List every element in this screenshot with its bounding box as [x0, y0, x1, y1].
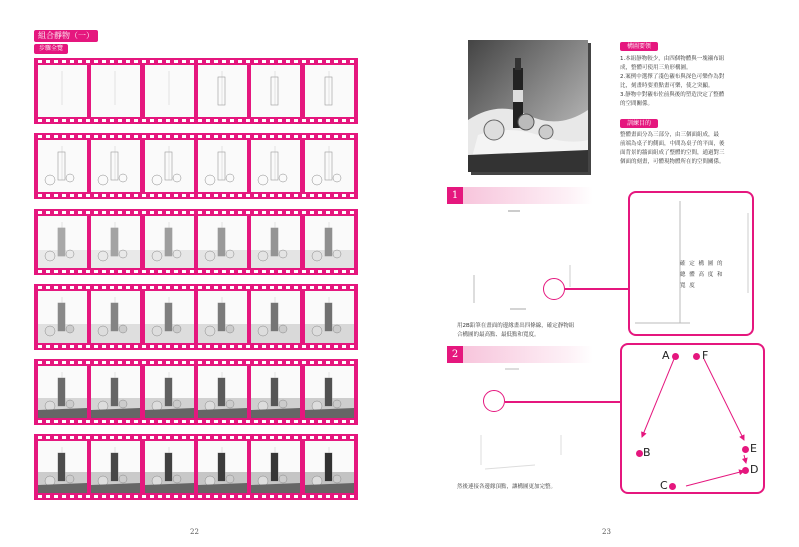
point-c-label: C — [660, 479, 668, 492]
strip-holes — [38, 495, 354, 498]
point-b-label: B — [643, 446, 651, 459]
sketch-frame — [38, 291, 87, 343]
sketch-frame — [38, 366, 87, 418]
sketch-frame — [91, 140, 140, 192]
step-2-connector — [505, 401, 621, 403]
text-line: 面背景的牆面組成了整體的空間，通過對三 — [620, 150, 725, 156]
sketch-frame — [251, 441, 300, 493]
text-line: 2.案例中選擇了淺色襯布與深色可樂作為對 — [620, 74, 725, 80]
sketch-frame — [145, 140, 194, 192]
strip-holes — [38, 194, 354, 197]
strip-holes — [38, 286, 354, 289]
point-a-label: A — [662, 349, 670, 362]
page-number-left: 22 — [190, 528, 199, 536]
point-e-dot — [742, 446, 749, 453]
step-1-connector — [565, 288, 629, 290]
sketch-frame — [305, 441, 354, 493]
sketch-frame — [145, 366, 194, 418]
sketch-frame — [251, 140, 300, 192]
sketch-frame — [145, 65, 194, 117]
sketch-frame — [251, 291, 300, 343]
strip-holes — [38, 420, 354, 423]
film-strip-row — [34, 58, 358, 124]
step-1-caption — [457, 322, 627, 340]
film-strip-row — [34, 209, 358, 275]
text-line: 用2B鉛筆在畫面的邊緣畫出四條線，確定靜物組 — [457, 323, 575, 329]
step-2-caption — [457, 483, 627, 492]
sketch-frame — [305, 65, 354, 117]
text-line: 前端為桌子的側面，中間為桌子的平面，後 — [620, 141, 725, 147]
sketch-frame — [305, 366, 354, 418]
strip-holes — [38, 270, 354, 273]
sketch-frame — [251, 366, 300, 418]
step-2-bar — [463, 346, 593, 363]
text-line: 3.靜物中對襯布佐前與後的塑造決定了整體 — [620, 92, 725, 98]
sketch-frame — [145, 441, 194, 493]
text-line: 合構圖的最高點、最低點和寬度。 — [457, 332, 540, 338]
step-1-box-text — [680, 259, 740, 292]
sketch-frame — [91, 216, 140, 268]
strip-holes — [38, 361, 354, 364]
text-line: 成，整體可使用三角形構圖。 — [620, 65, 692, 71]
sketch-frame — [91, 441, 140, 493]
sketch-frame — [145, 291, 194, 343]
sketch-frame — [198, 441, 247, 493]
text-line: 確 定 構 圖 的 — [680, 261, 724, 267]
text-line: 比，刻畫時要重點畫可樂，使之突顯。 — [620, 83, 714, 89]
film-strip-row — [34, 434, 358, 500]
sketch-frame — [305, 140, 354, 192]
strip-holes — [38, 211, 354, 214]
step-1-bar — [463, 187, 593, 204]
text-line: 整體畫面分為三部分，由三個面組成，最 — [620, 132, 720, 138]
sketch-frame — [198, 291, 247, 343]
step-1-sketch — [470, 205, 580, 315]
sketch-frame — [91, 65, 140, 117]
step-2-number: 2 — [447, 346, 463, 363]
sketch-frame — [305, 291, 354, 343]
text-line: 然後連接各邊緣頂點，讓構圖更加完整。 — [457, 484, 557, 490]
sketch-frame — [38, 441, 87, 493]
sketch-frame — [91, 366, 140, 418]
purpose-label: 訓練目的 — [620, 119, 658, 128]
sketch-frame — [198, 65, 247, 117]
step-2-sketch — [475, 365, 585, 475]
sketch-frame — [38, 65, 87, 117]
text-line: 的空間關係。 — [620, 101, 654, 107]
step-1-zoom-circle — [543, 278, 565, 300]
strip-holes — [38, 60, 354, 63]
section-title: 組合靜物（一） — [34, 30, 98, 42]
strip-holes — [38, 345, 354, 348]
step-2-detail-box — [620, 343, 765, 494]
sketch-frame — [38, 140, 87, 192]
purpose-text — [620, 131, 770, 167]
sketch-frame — [198, 216, 247, 268]
point-f-dot — [693, 353, 700, 360]
point-d-label: D — [750, 463, 759, 476]
section-subtitle: 步驟全覽 — [34, 44, 68, 54]
sketch-frame — [251, 216, 300, 268]
sketch-frame — [198, 140, 247, 192]
sketch-frame — [198, 366, 247, 418]
point-b-dot — [636, 450, 643, 457]
text-line: 1.本組靜物較少，由四個物體與一塊襯布組 — [620, 56, 725, 62]
film-strip-row — [34, 284, 358, 350]
composition-list — [620, 55, 770, 109]
page-number-right: 23 — [602, 528, 611, 536]
point-e-label: E — [750, 442, 757, 455]
sketch-frame — [305, 216, 354, 268]
composition-label: 構圖要領 — [620, 42, 658, 51]
text-line: 個面的刻畫，可體現物體所在的空間關係。 — [620, 159, 725, 165]
step-2-zoom-circle — [483, 390, 505, 412]
film-strip-row — [34, 133, 358, 199]
point-c-dot — [669, 483, 676, 490]
film-strip-row — [34, 359, 358, 425]
strip-holes — [38, 436, 354, 439]
sketch-frame — [38, 216, 87, 268]
sketch-frame — [251, 65, 300, 117]
point-f-label: F — [702, 349, 709, 362]
step-1-detail-box — [628, 191, 754, 336]
sketch-frame — [145, 216, 194, 268]
text-line: 寬 度 — [680, 283, 696, 289]
strip-holes — [38, 119, 354, 122]
text-line: 總 體 高 度 和 — [680, 272, 724, 278]
point-d-dot — [742, 467, 749, 474]
strip-holes — [38, 135, 354, 138]
reference-photo — [468, 40, 588, 172]
point-a-dot — [672, 353, 679, 360]
sketch-frame — [91, 291, 140, 343]
step-1-number: 1 — [447, 187, 463, 204]
